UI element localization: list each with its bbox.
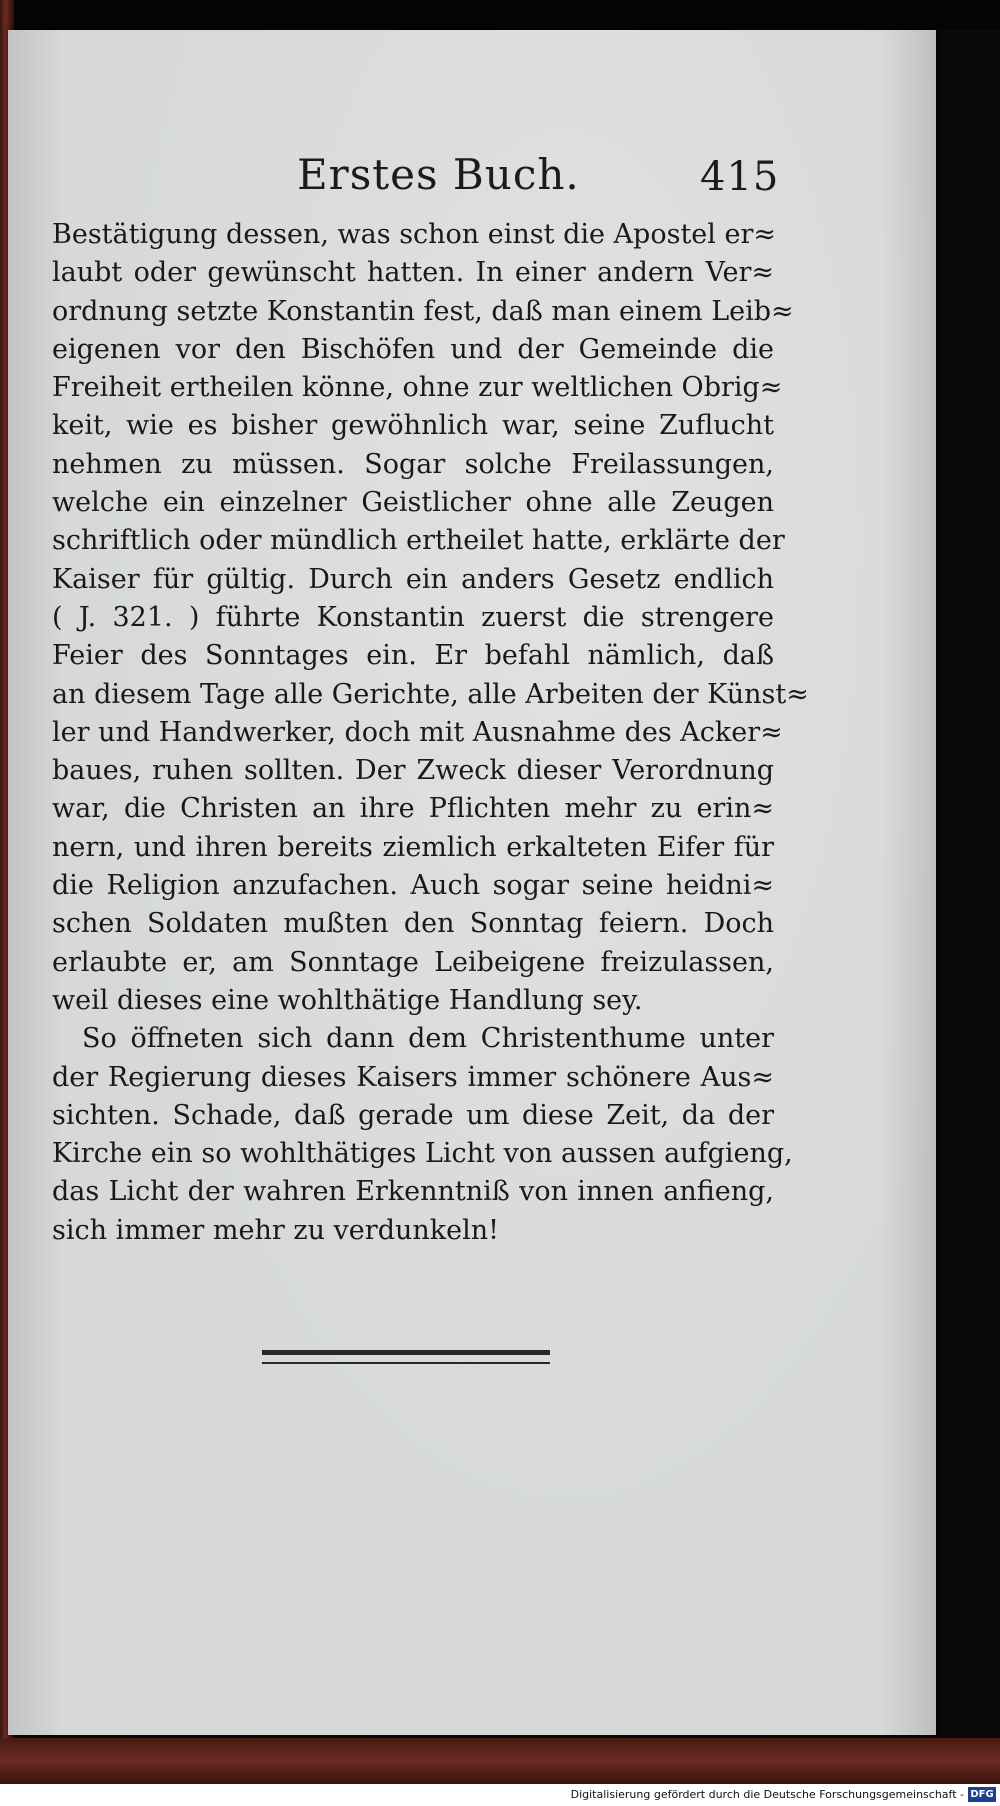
text-line: Kaiser für gültig. Durch ein anders Gesetz endlich (52, 563, 774, 595)
running-title: Erstes Buch. (297, 150, 580, 199)
text-line: schen Soldaten mußten den Sonntag feiern. Doch (52, 908, 774, 940)
digitization-footer (0, 1784, 1000, 1806)
text-line: sichten. Schade, daß gerade um diese Zeit, da der (52, 1099, 774, 1131)
text-line: Kirche ein so wohlthätiges Licht von aussen aufgieng, (52, 1138, 793, 1170)
text-line: nern, und ihren bereits ziemlich erkalteten Eifer für (52, 831, 774, 863)
text-line: der Regierung dieses Kaisers immer schönere Aus≈ (52, 1061, 774, 1093)
text-line: an diesem Tage alle Gerichte, alle Arbeiten der Künst≈ (52, 678, 809, 710)
text-line: Freiheit ertheilen könne, ohne zur weltlichen Obrig≈ (52, 372, 783, 404)
page-number: 415 (700, 154, 780, 200)
text-line: baues, ruhen sollten. Der Zweck dieser Verordnung (52, 755, 774, 787)
text-line: keit, wie es bisher gewöhnlich war, seine Zuflucht (52, 410, 774, 442)
text-line: ( J. 321. ) führte Konstantin zuerst die strengere (52, 601, 774, 633)
dfg-logo-icon: DFG (968, 1787, 996, 1802)
text-line: ordnung setzte Konstantin fest, daß man einem Leib≈ (52, 295, 794, 327)
body-text (52, 216, 809, 1250)
text-line: eigenen vor den Bischöfen und der Gemeinde die (52, 333, 774, 365)
book-cover-bottom (0, 1738, 1000, 1784)
text-line: ler und Handwerker, doch mit Ausnahme des Acker≈ (52, 716, 783, 748)
text-line: Feier des Sonntages ein. Er befahl nämlich, daß (52, 640, 774, 672)
text-line: nehmen zu müssen. Sogar solche Freilassungen, (52, 448, 774, 480)
text-line: Bestätigung dessen, was schon einst die Apostel er≈ (52, 219, 777, 250)
page-header (0, 150, 1000, 210)
section-end-rule (262, 1350, 550, 1355)
scan-top-edge (0, 0, 1000, 30)
section-end-rule-thin (262, 1362, 550, 1364)
text-line: laubt oder gewünscht hatten. In einer andern Ver≈ (52, 257, 774, 289)
text-line: die Religion anzufachen. Auch sogar seine heidni≈ (52, 870, 774, 902)
text-line: schriftlich oder mündlich ertheilet hatte, erklärte der (52, 525, 785, 557)
text-line: das Licht der wahren Erkenntniß von innen anfieng, (52, 1176, 774, 1208)
text-line: sich immer mehr zu verdunkeln! (52, 1214, 499, 1246)
digitization-note: Digitalisierung gefördert durch die Deutsche Forschungsgemeinschaft - (570, 1788, 964, 1801)
text-line: war, die Christen an ihre Pflichten mehr zu erin≈ (52, 793, 774, 825)
text-line: So öffneten sich dann dem Christenthume unter (82, 1023, 774, 1055)
text-line: welche ein einzelner Geistlicher ohne alle Zeugen (52, 487, 774, 519)
text-line: erlaubte er, am Sonntage Leibeigene freizulassen, (52, 946, 774, 978)
text-line: weil dieses eine wohlthätige Handlung sey. (52, 984, 643, 1016)
